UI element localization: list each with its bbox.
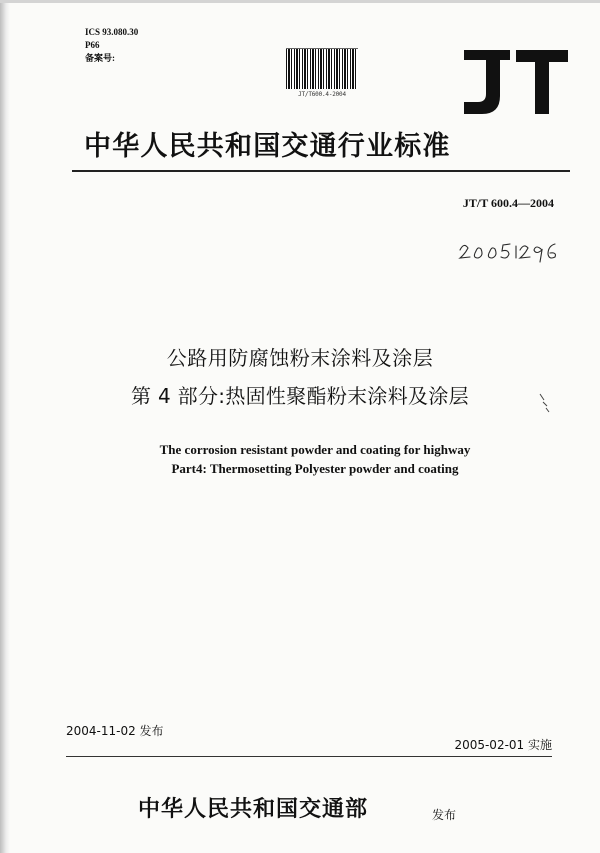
- scan-edge-top: [0, 0, 600, 3]
- handwritten-number: [456, 236, 560, 266]
- title-en-line2: Part4: Thermosetting Polyester powder and coating: [171, 461, 459, 476]
- issuer-action: 发布: [432, 808, 457, 822]
- classification-code: P66: [85, 40, 100, 50]
- footer-divider: [66, 756, 552, 757]
- scan-speck-icon: [538, 392, 552, 414]
- issuer-name: 中华人民共和国交通部: [138, 797, 369, 822]
- title-cn-line2: 第 4 部分:热固性聚酯粉末涂料及涂层: [131, 384, 469, 408]
- header-divider: [72, 170, 570, 172]
- scan-edge-shadow: [0, 0, 10, 853]
- issue-date: 2004-11-02 发布: [66, 724, 164, 738]
- record-number-label: 备案号:: [85, 53, 115, 63]
- title-cn-line1: 公路用防腐蚀粉末涂料及涂层: [166, 346, 434, 370]
- handwritten-number-strokes: [460, 244, 555, 262]
- barcode-label: [286, 48, 358, 104]
- org-title: 中华人民共和国交通行业标准: [84, 131, 451, 162]
- jt-logo-shapes: [464, 50, 568, 114]
- barcode-icon: [286, 48, 358, 89]
- t-letter-icon: [516, 50, 568, 114]
- title-en-line1: The corrosion resistant powder and coating for highway: [159, 442, 471, 457]
- j-letter-icon: [464, 50, 510, 114]
- barcode-text: JT/T600.4-2004: [298, 91, 346, 98]
- ics-code: ICS 93.080.30: [85, 27, 139, 37]
- meta-block: [85, 26, 138, 65]
- jt-logo: [460, 50, 570, 116]
- implementation-date: 2005-02-01 实施: [454, 738, 552, 752]
- standard-code: JT/T 600.4—2004: [462, 196, 554, 210]
